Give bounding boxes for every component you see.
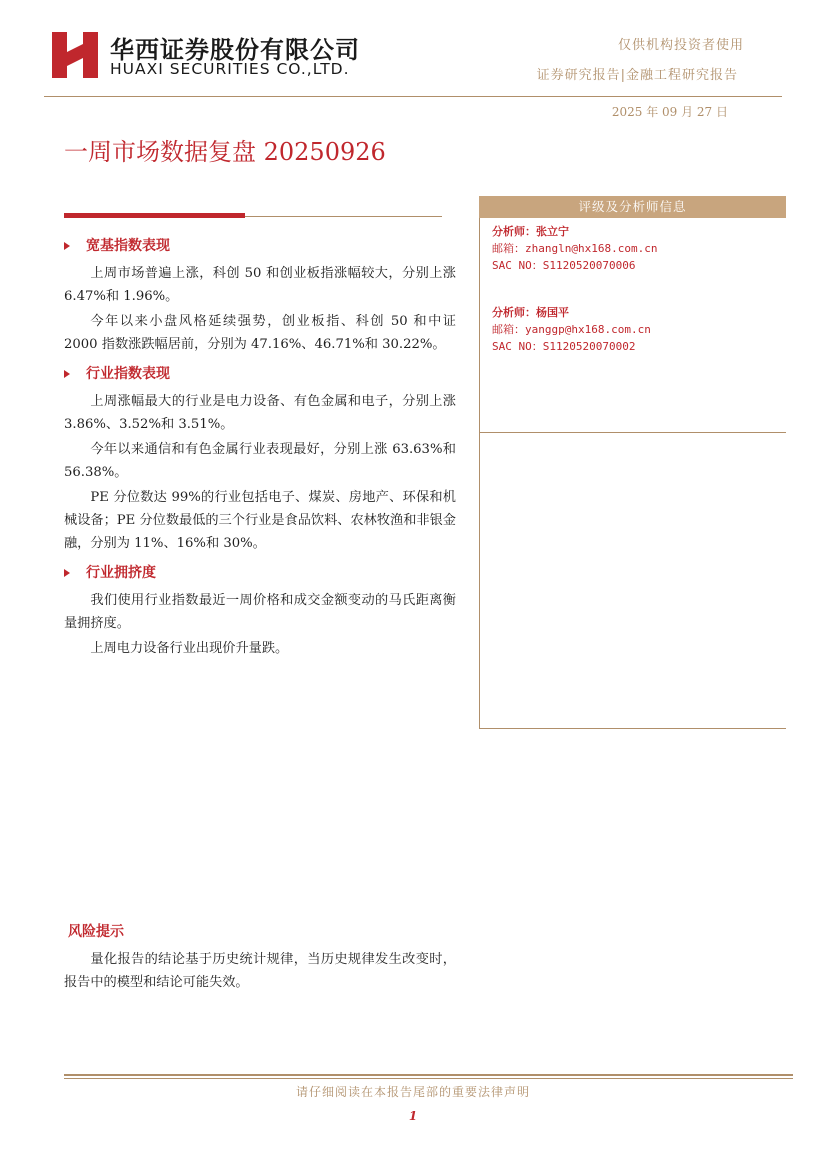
report-type: 证券研究报告|金融工程研究报告 xyxy=(536,68,738,83)
footer-divider xyxy=(64,1074,793,1076)
report-date: 2025 年 09 月 27 日 xyxy=(611,105,728,119)
panel-bottom-border xyxy=(479,728,786,729)
analyst-sac: SAC NO：S1120520070006 xyxy=(492,259,636,272)
analyst-panel-heading: 评级及分析师信息 xyxy=(479,196,786,218)
footer-divider-thin xyxy=(64,1078,793,1079)
report-title: 一周市场数据复盘 20250926 xyxy=(64,138,386,166)
section-heading-industry-index: 行业指数表现 xyxy=(64,363,170,383)
legal-notice: 请仔细阅读在本报告尾部的重要法律声明 xyxy=(295,1085,530,1099)
bullet-arrow-icon xyxy=(64,370,70,378)
analyst-email[interactable]: 邮箱：yanggp@hx168.com.cn xyxy=(492,323,651,336)
panel-divider xyxy=(479,432,786,433)
paragraph: 今年以来通信和有色金属行业表现最好，分别上涨 63.63%和 56.38%。 xyxy=(64,442,456,480)
analyst-email[interactable]: 邮箱：zhangln@hx168.com.cn xyxy=(492,242,658,255)
risk-heading: 风险提示 xyxy=(68,924,124,940)
bullet-arrow-icon xyxy=(64,569,70,577)
audience-tag: 仅供机构投资者使用 xyxy=(617,38,744,53)
paragraph: 今年以来小盘风格延续强势，创业板指、科创 50 和中证 2000 指数涨跌幅居前，分别为 47.16%、46.71%和 30.22%。 xyxy=(64,314,456,352)
paragraph: 我们使用行业指数最近一周价格和成交金额变动的马氏距离衡量拥挤度。 xyxy=(64,593,456,631)
paragraph: 上周电力设备行业出现价升量跌。 xyxy=(90,641,289,656)
page-number: 1 xyxy=(408,1109,418,1123)
title-accent-bar xyxy=(64,213,245,218)
huaxi-logo-icon xyxy=(52,32,98,78)
brand-name-en: HUAXI SECURITIES CO.,LTD. xyxy=(110,60,350,78)
bullet-arrow-icon xyxy=(64,242,70,250)
analyst-name: 分析师：杨国平 xyxy=(492,306,569,319)
analyst-sac: SAC NO：S1120520070002 xyxy=(492,340,636,353)
risk-text: 量化报告的结论基于历史统计规律，当历史规律发生改变时，报告中的模型和结论可能失效。 xyxy=(64,952,456,990)
brand-name-cn: 华西证券股份有限公司 xyxy=(110,36,360,64)
paragraph: PE 分位数达 99%的行业包括电子、煤炭、房地产、环保和机械设备；PE 分位数最低的三个行业是食品饮料、农林牧渔和非银金融，分别为 11%、16%和 30%。 xyxy=(64,490,456,551)
paragraph: 上周涨幅最大的行业是电力设备、有色金属和电子，分别上涨 3.86%、3.52%和 3.51%。 xyxy=(64,394,456,432)
analyst-panel xyxy=(479,196,787,728)
section-heading-broad-index: 宽基指数表现 xyxy=(64,235,170,255)
title-accent-line xyxy=(245,216,442,217)
paragraph: 上周市场普遍上涨，科创 50 和创业板指涨幅较大，分别上涨 6.47%和 1.96%。 xyxy=(64,266,456,304)
section-heading-crowding: 行业拥挤度 xyxy=(64,562,156,582)
header-divider xyxy=(44,96,782,97)
analyst-name: 分析师：张立宁 xyxy=(492,225,569,238)
